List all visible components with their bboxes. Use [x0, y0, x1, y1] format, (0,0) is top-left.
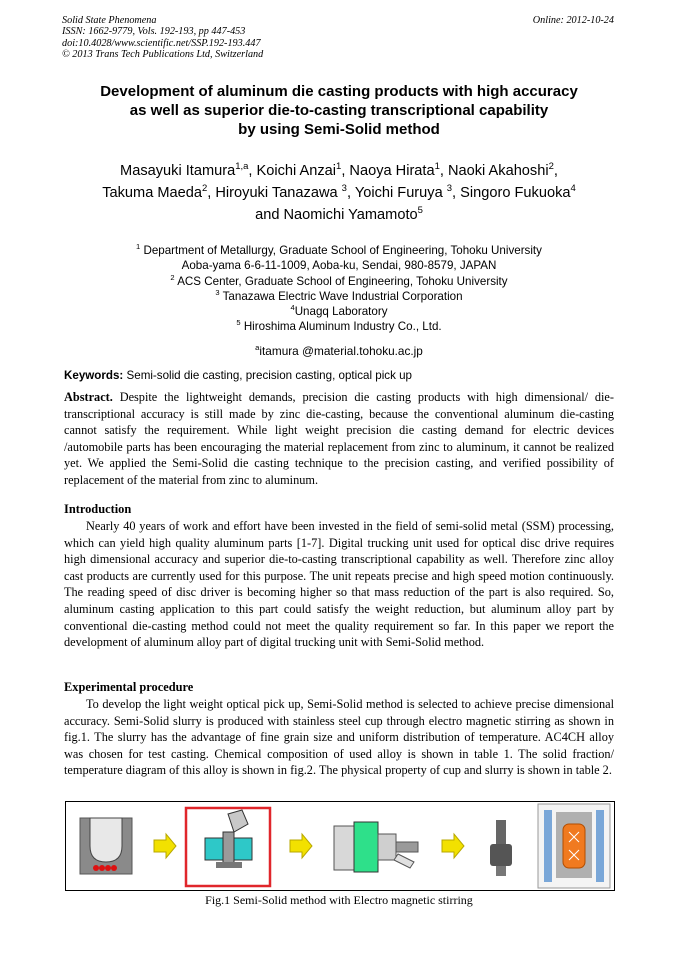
keywords-label: Keywords:: [64, 369, 124, 382]
keywords-text: Semi-solid die casting, precision casting, optical pick up: [126, 369, 412, 382]
affiliation: [40, 319, 638, 334]
arrow-icon: [154, 834, 176, 858]
author-sup: 2: [548, 161, 554, 173]
affiliation-sup: 5: [236, 318, 241, 328]
abstract-text: Despite the lightweight demands, precision die casting products with high dimensional/ die-transcriptional accuracy is still made by zinc die-casting, because the conventional aluminum die-casting cannot satisfy the requirement. While light weight precision die casting demand for electric devices /automobile parts has been encouraging the material replacement from zinc to aluminum, it cannot be realized yet. We applied the Semi-Solid die casting technique to the precision casting, and verified possibility of replacement of the material from zinc to aluminum.: [64, 390, 614, 487]
email-text[interactable]: itamura @material.tohoku.ac.jp: [259, 344, 423, 358]
author-name: Singoro Fukuoka: [460, 185, 571, 201]
affiliation-sup: 1: [136, 242, 141, 252]
affiliation-sup: 3: [215, 288, 220, 298]
keywords: [64, 369, 624, 382]
affiliation-text: Hiroshima Aluminum Industry Co., Ltd.: [243, 320, 442, 334]
cast-part-stage: [490, 820, 512, 876]
affiliation: [40, 304, 638, 319]
author-name: Yoichi Furuya: [354, 185, 443, 201]
abstract-label: Abstract.: [64, 390, 113, 404]
email-sup: a: [255, 343, 260, 353]
ems-cross-section: [538, 804, 610, 888]
affiliation: [40, 258, 638, 273]
title-line-1: Development of aluminum die casting products with high accuracy: [100, 83, 578, 100]
affiliation-text: Unagq Laboratory: [294, 305, 388, 319]
online-date: Online: 2012-10-24: [532, 15, 614, 26]
arrow-icon: [290, 834, 312, 858]
author-name: Hiroyuki Tanazawa: [215, 185, 338, 201]
introduction-text: Nearly 40 years of work and effort have been invested in the field of semi-solid metal (SSM) processing, which can yield high quality aluminum parts [1-7]. Digital trucking unit used for optical disc drive requires high dimensional accuracy and superior die-to-casting transcriptional capability as well. Therefore zinc alloy cast products are currently used for this purpose. The unit repeats precise and high speed motion continuously. The reading speed of disc driver is becoming higher so that mass reduction of the part is also required. So, aluminum casting application to this part could satisfy the weight reduction, but aluminum alloy part by conventional die-casting method could not meet the quality requirement so far. In this paper we report the development of aluminum alloy part of digital trucking unit with Semi-Solid method.: [64, 519, 614, 650]
author-line-2: Takuma Maeda$^2$, Hiroyuki Tanazawa $^3$, Yoichi Furuya $^3$, Singoro Fukuoka$^4$: [102, 183, 576, 201]
title-line-3: by using Semi-Solid method: [238, 121, 440, 138]
author-name: Naoki Akahoshi: [447, 163, 549, 179]
affiliation-sup: 2: [170, 272, 175, 282]
abstract: [64, 389, 614, 489]
author-line-1: Masayuki Itamura$^{1,a}$, Koichi Anzai$^1$, Naoya Hirata$^1$, Naoki Akahoshi$^2$,: [120, 161, 558, 179]
copyright-line: © 2013 Trans Tech Publications Ltd, Switzerland: [62, 49, 264, 61]
author-sup: 5: [417, 205, 423, 217]
author-line-3: [30, 204, 648, 226]
contact-email: [40, 344, 638, 358]
author-sup: 1: [336, 161, 342, 173]
affiliation-text: Aoba-yama 6-6-11-1009, Aoba-ku, Sendai, 980-8579, JAPAN: [181, 259, 497, 273]
ems-stirring-stage: [186, 808, 270, 886]
author-sup: 3: [446, 183, 453, 195]
affiliation: [40, 243, 638, 258]
author-sup: 3: [341, 183, 347, 195]
author-list: [30, 160, 648, 226]
author-name: Koichi Anzai: [256, 163, 337, 179]
affiliation-text: Tanazawa Electric Wave Industrial Corporation: [222, 289, 463, 303]
experimental-heading: Experimental procedure: [64, 680, 194, 694]
author-sup: 2: [202, 183, 208, 195]
affiliation: [40, 274, 638, 289]
journal-header: [62, 15, 263, 61]
crucible-stage: [80, 818, 132, 874]
issn-line: ISSN: 1662-9779, Vols. 192-193, pp 447-453: [62, 26, 246, 38]
author-sup: 1,a: [235, 161, 249, 173]
affiliation-sup: 4: [290, 303, 295, 313]
author-name: Masayuki Itamura: [120, 163, 236, 179]
affiliation-text: ACS Center, Graduate School of Engineering, Tohoku University: [177, 274, 508, 288]
paper-title: [40, 82, 638, 139]
figure-1: [65, 801, 615, 891]
journal-name: Solid State Phenomena: [62, 15, 157, 26]
author-sup: 4: [570, 183, 576, 195]
author-name: Takuma Maeda: [102, 185, 202, 201]
author-name: Naoya Hirata: [349, 163, 435, 179]
introduction-heading: Introduction: [64, 502, 132, 516]
author-and: and: [255, 207, 280, 223]
arrow-icon: [442, 834, 464, 858]
figure-1-caption: Fig.1 Semi-Solid method with Electro magnetic stirring: [205, 893, 473, 907]
author-name: Naomichi Yamamoto: [283, 207, 418, 223]
affiliation-list: [40, 243, 638, 335]
author-sup: 1: [434, 161, 440, 173]
title-line-2: as well as superior die-to-casting transcriptional capability: [129, 102, 549, 119]
experimental-text: To develop the light weight optical pick up, Semi-Solid method is selected to achieve precise dimensional accuracy. Semi-Solid slurry is produced with stainless steel cup through electro magnetic stirring as shown in fig.1. The slurry has the advantage of fine grain size and uniform distribution of temperature. AC4CH alloy was chosen for test casting. Chemical composition of used alloy is shown in table 1. The solid fraction/ temperature diagram of this alloy is shown in fig.2. The physical property of cup and slurry is shown in table 2.: [64, 697, 614, 778]
affiliation-text: Department of Metallurgy, Graduate School of Engineering, Tohoku University: [143, 244, 542, 257]
doi-line: doi:10.4028/www.scientific.net/SSP.192-193.447: [62, 37, 261, 49]
affiliation: [40, 289, 638, 304]
figure-1-diagram: [66, 802, 614, 890]
die-casting-stage: [334, 822, 418, 872]
